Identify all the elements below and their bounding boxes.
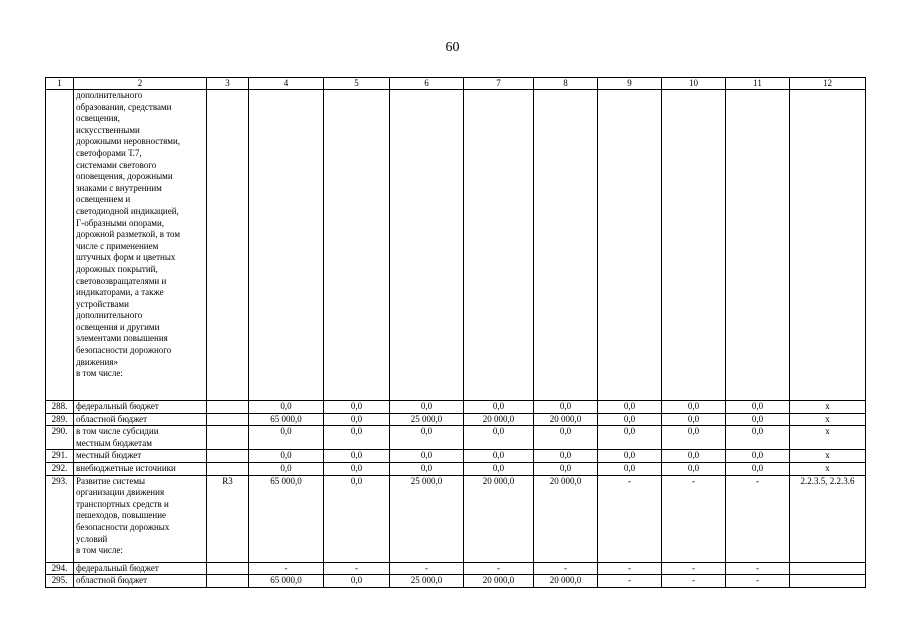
- table-cell: -: [249, 562, 324, 575]
- table-cell: [207, 426, 249, 450]
- table-cell: [790, 562, 866, 575]
- table-cell: -: [534, 562, 598, 575]
- table-cell: 20 000,0: [534, 413, 598, 426]
- table-row: [46, 575, 866, 588]
- table-cell: 0,0: [726, 401, 790, 414]
- table-cell: 0,0: [390, 462, 464, 475]
- table-cell: [207, 450, 249, 463]
- table-row: [46, 562, 866, 575]
- table-cell: 0,0: [249, 426, 324, 450]
- budget-table: [45, 77, 866, 588]
- column-header: 6: [390, 78, 464, 90]
- table-cell: 0,0: [534, 426, 598, 450]
- table-cell: 0,0: [662, 462, 726, 475]
- table-cell: 0,0: [249, 450, 324, 463]
- column-header: 3: [207, 78, 249, 90]
- table-cell: [790, 575, 866, 588]
- table-cell: 0,0: [324, 413, 390, 426]
- table-cell: [790, 90, 866, 401]
- column-header: 5: [324, 78, 390, 90]
- table-cell: -: [390, 562, 464, 575]
- row-description: внебюджетные источники: [74, 462, 207, 475]
- table-cell: [324, 90, 390, 401]
- table-cell: 25 000,0: [390, 475, 464, 562]
- table-cell: 0,0: [324, 450, 390, 463]
- row-description: федеральный бюджет: [74, 401, 207, 414]
- table-cell: [464, 90, 534, 401]
- table-cell: 65 000,0: [249, 575, 324, 588]
- row-number: 292.: [46, 462, 74, 475]
- table-cell: 0,0: [390, 401, 464, 414]
- table-cell: -: [662, 475, 726, 562]
- table-cell: R3: [207, 475, 249, 562]
- table-cell: 0,0: [726, 426, 790, 450]
- table-cell: 0,0: [464, 450, 534, 463]
- page-number: 60: [445, 40, 460, 55]
- table-cell: 0,0: [662, 426, 726, 450]
- row-number: 288.: [46, 401, 74, 414]
- table-row: [46, 413, 866, 426]
- table-row: [46, 475, 866, 562]
- table-cell: 0,0: [324, 401, 390, 414]
- table-cell: 0,0: [598, 413, 662, 426]
- table-row: [46, 401, 866, 414]
- table-cell: 65 000,0: [249, 475, 324, 562]
- table-cell: 0,0: [662, 401, 726, 414]
- table-header-row: [46, 78, 866, 90]
- row-number: 290.: [46, 426, 74, 450]
- column-header: 11: [726, 78, 790, 90]
- table-cell: 20 000,0: [464, 475, 534, 562]
- table-cell: х: [790, 462, 866, 475]
- row-description: федеральный бюджет: [74, 562, 207, 575]
- column-header: 4: [249, 78, 324, 90]
- column-header: 1: [46, 78, 74, 90]
- column-header: 2: [74, 78, 207, 90]
- table-cell: -: [464, 562, 534, 575]
- table-cell: 0,0: [464, 401, 534, 414]
- table-cell: 20 000,0: [534, 475, 598, 562]
- column-header: 10: [662, 78, 726, 90]
- table-cell: -: [726, 575, 790, 588]
- table-cell: 0,0: [598, 462, 662, 475]
- row-number: [46, 90, 74, 401]
- table-cell: х: [790, 413, 866, 426]
- table-cell: 25 000,0: [390, 575, 464, 588]
- table-cell: 0,0: [598, 450, 662, 463]
- table-cell: -: [598, 562, 662, 575]
- table-cell: -: [598, 475, 662, 562]
- table-cell: -: [662, 575, 726, 588]
- row-description: областной бюджет: [74, 575, 207, 588]
- table-cell: -: [662, 562, 726, 575]
- table-cell: -: [726, 475, 790, 562]
- row-number: 294.: [46, 562, 74, 575]
- column-header: 7: [464, 78, 534, 90]
- table-cell: [207, 562, 249, 575]
- table-cell: х: [790, 426, 866, 450]
- table-row: [46, 450, 866, 463]
- row-description: местный бюджет: [74, 450, 207, 463]
- table-cell: [207, 462, 249, 475]
- table-cell: [207, 413, 249, 426]
- table-cell: 0,0: [249, 401, 324, 414]
- table-cell: 0,0: [598, 401, 662, 414]
- table-cell: [207, 575, 249, 588]
- table-cell: 0,0: [464, 462, 534, 475]
- table-cell: 0,0: [662, 413, 726, 426]
- table-cell: [598, 90, 662, 401]
- table-cell: 0,0: [324, 426, 390, 450]
- row-number: 289.: [46, 413, 74, 426]
- table-cell: 25 000,0: [390, 413, 464, 426]
- table-cell: 0,0: [249, 462, 324, 475]
- table-cell: [534, 90, 598, 401]
- row-description: областной бюджет: [74, 413, 207, 426]
- table-cell: 0,0: [598, 426, 662, 450]
- table-cell: х: [790, 450, 866, 463]
- table-cell: 0,0: [726, 413, 790, 426]
- table-cell: -: [598, 575, 662, 588]
- table-cell: [249, 90, 324, 401]
- column-header: 9: [598, 78, 662, 90]
- table-cell: 0,0: [534, 450, 598, 463]
- table-row: [46, 90, 866, 401]
- row-number: 291.: [46, 450, 74, 463]
- row-number: 295.: [46, 575, 74, 588]
- table-cell: -: [324, 562, 390, 575]
- column-header: 12: [790, 78, 866, 90]
- table-cell: 0,0: [390, 450, 464, 463]
- table-cell: 2.2.3.5, 2.2.3.6: [790, 475, 866, 562]
- table-cell: [662, 90, 726, 401]
- table-cell: 0,0: [534, 462, 598, 475]
- table-cell: 65 000,0: [249, 413, 324, 426]
- table-cell: 20 000,0: [534, 575, 598, 588]
- table-cell: -: [726, 562, 790, 575]
- table-cell: [207, 401, 249, 414]
- table-cell: 0,0: [726, 450, 790, 463]
- table-cell: 0,0: [464, 426, 534, 450]
- table-cell: 20 000,0: [464, 575, 534, 588]
- table-cell: [390, 90, 464, 401]
- row-description: Развитие системы организации движения транспортных средств и пешеходов, повышение безопасности дорожных условий в том числе:: [74, 475, 207, 562]
- table-row: [46, 426, 866, 450]
- table-cell: 0,0: [534, 401, 598, 414]
- table-cell: 20 000,0: [464, 413, 534, 426]
- column-header: 8: [534, 78, 598, 90]
- table-cell: 0,0: [324, 475, 390, 562]
- table-cell: 0,0: [390, 426, 464, 450]
- row-description: дополнительного образования, средствами освещения, искусственными дорожными неровностями, светофорами Т.7, системами светового оповещения, дорожными знаками с внутренним освещением и светодиодной индикацией, Г-образными опорами, дорожной разметкой, в том числе с применением штучных форм и цветных дорожных покрытий, световозвращателями и индикаторами, а также устройствами дополнительного освещения и другими элементами повышения безопасности дорожного движения» в том числе:: [74, 90, 207, 401]
- table-cell: 0,0: [324, 575, 390, 588]
- row-description: в том числе субсидии местным бюджетам: [74, 426, 207, 450]
- table-cell: [726, 90, 790, 401]
- table-row: [46, 462, 866, 475]
- table-cell: 0,0: [726, 462, 790, 475]
- table-cell: 0,0: [324, 462, 390, 475]
- table-cell: х: [790, 401, 866, 414]
- table-cell: [207, 90, 249, 401]
- table-cell: 0,0: [662, 450, 726, 463]
- row-number: 293.: [46, 475, 74, 562]
